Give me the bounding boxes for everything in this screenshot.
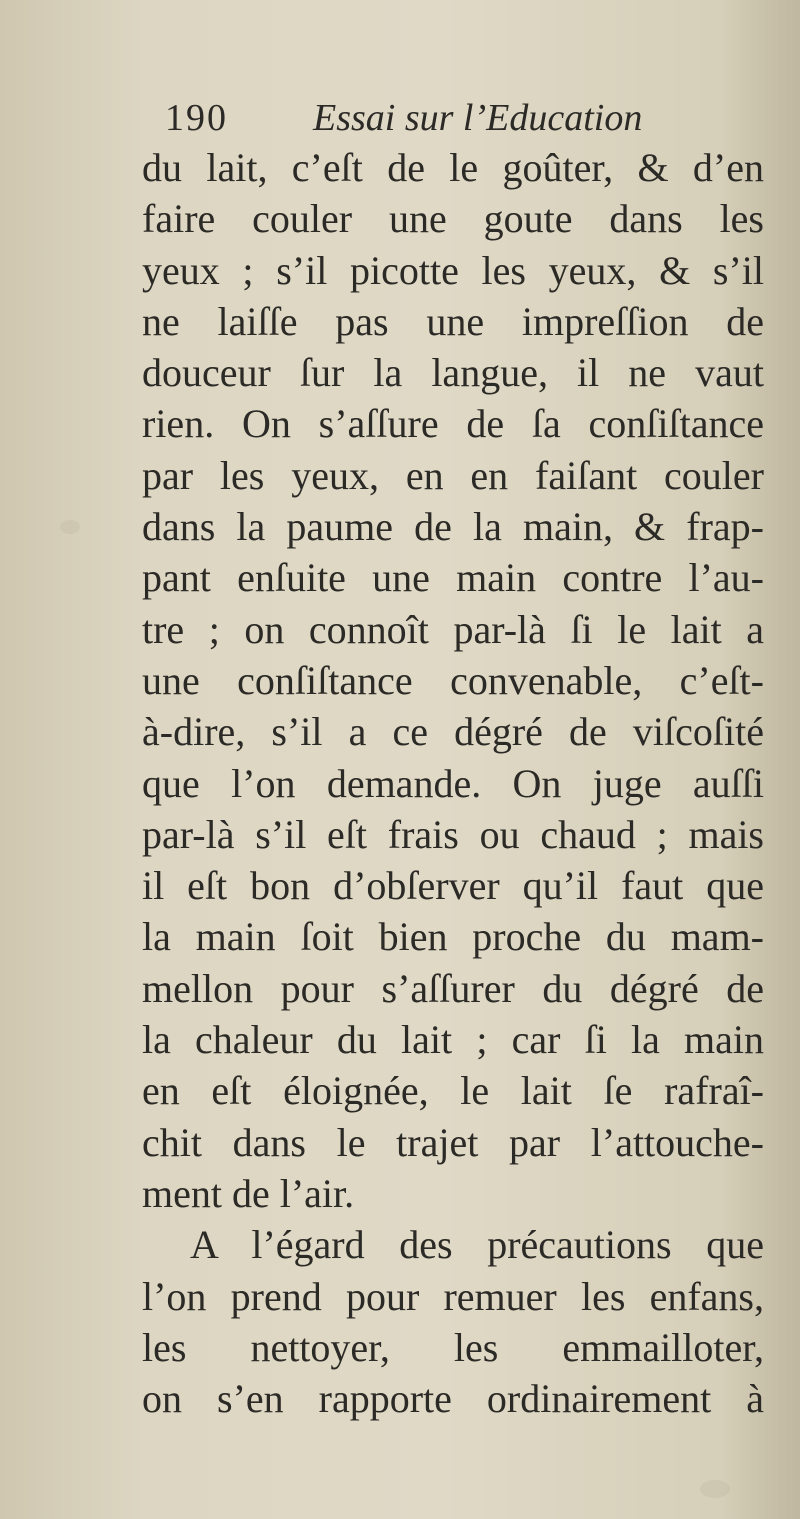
- text-line: la chaleur du lait ; car ſi la main: [142, 1017, 764, 1063]
- paper-stain: [60, 520, 80, 534]
- text-line: faire couler une goute dans les: [142, 196, 764, 242]
- running-header: [165, 92, 725, 144]
- text-line: à-dire, s’il a ce dégré de viſcoſité: [142, 709, 764, 755]
- text-line: A l’égard des précautions que: [190, 1222, 764, 1268]
- text-line: pant enſuite une main contre l’au-: [142, 555, 764, 601]
- text-line: une conſiſtance convenable, c’eſt-: [142, 657, 764, 703]
- text-line: dans la paume de la main, & frap-: [142, 504, 764, 550]
- text-line: ment de l’air.: [142, 1170, 355, 1216]
- text-line: tre ; on connoît par-là ſi le lait a: [142, 606, 764, 652]
- text-line: yeux ; s’il picotte les yeux, & s’il: [142, 247, 764, 293]
- text-line: la main ſoit bien proche du mam-: [142, 914, 764, 960]
- text-line: chit dans le trajet par l’attouche-: [142, 1119, 764, 1165]
- paper-stain: [700, 1480, 730, 1498]
- text-line: rien. On s’aſſure de ſa conſiſtance: [142, 401, 764, 447]
- text-line: par-là s’il eſt frais ou chaud ; mais: [142, 811, 764, 857]
- page-number: 190: [165, 97, 228, 139]
- text-line: les nettoyer, les emmailloter,: [142, 1324, 764, 1370]
- text-line: on s’en rapporte ordinairement à: [142, 1376, 764, 1422]
- text-line: ne laiſſe pas une impreſſion de: [142, 298, 764, 344]
- text-line: il eſt bon d’obſerver qu’il faut que: [142, 863, 764, 909]
- text-line: douceur ſur la langue, il ne vaut: [142, 350, 764, 396]
- text-line: en eſt éloignée, le lait ſe rafraî-: [142, 1068, 764, 1114]
- text-line: du lait, c’eſt de le goûter, & d’en: [142, 145, 764, 190]
- running-title: Essai sur l’Education: [313, 97, 643, 139]
- text-line: mellon pour s’aſſurer du dégré de: [142, 965, 764, 1011]
- text-line: que l’on demande. On juge auſſi: [142, 760, 764, 806]
- body-text: [142, 142, 764, 1424]
- text-line: par les yeux, en en faiſant couler: [142, 452, 764, 498]
- text-line: l’on prend pour remuer les enfans,: [142, 1273, 764, 1319]
